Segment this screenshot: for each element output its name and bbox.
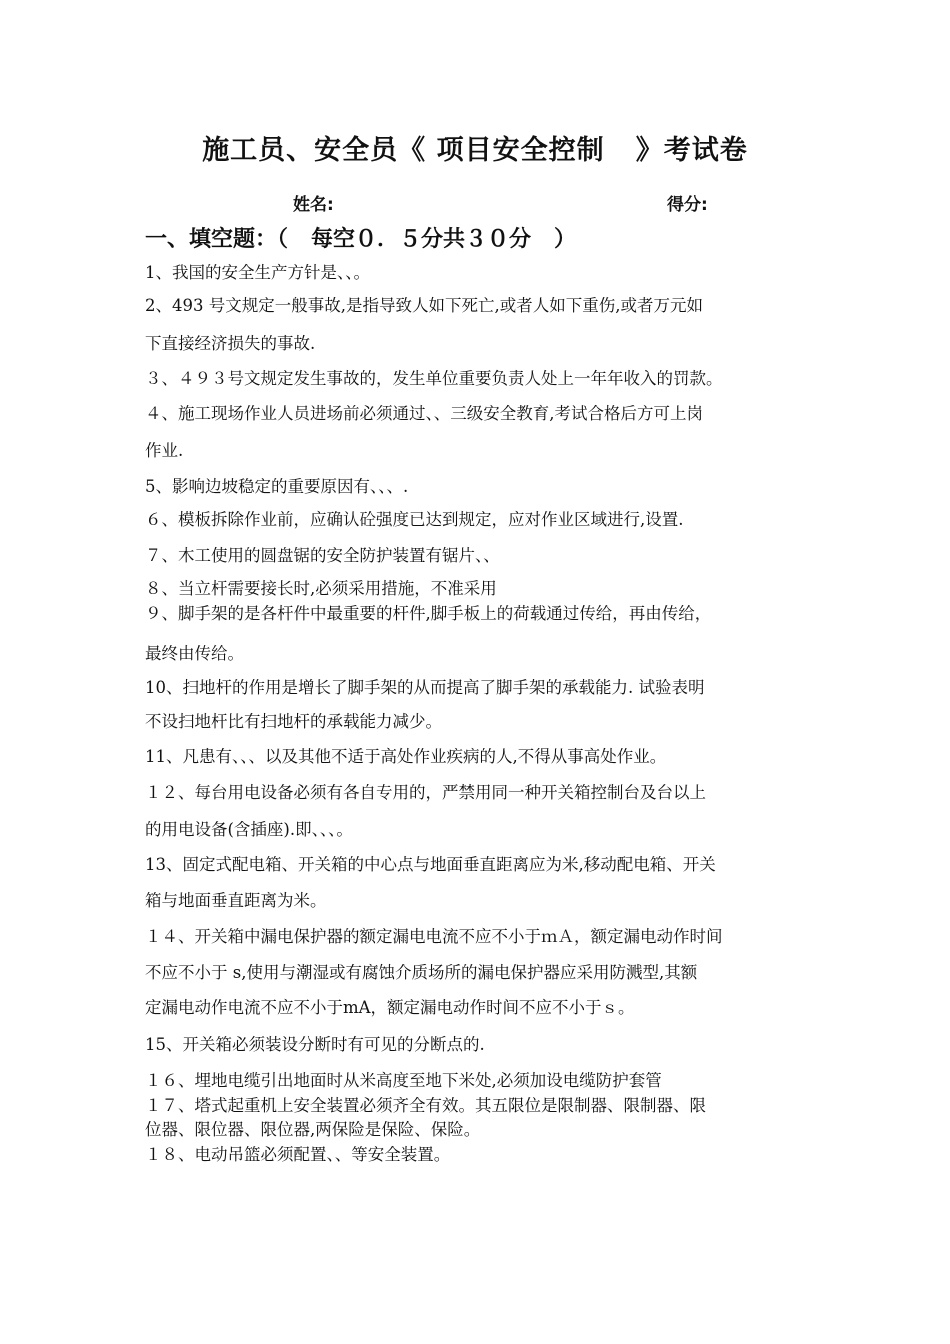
question-line: 的用电设备(含插座).即、、、。 [145,820,353,839]
question-line: 2、493 号文规定一般事故,是指导致人如下死亡,或者人如下重伤,或者万元如 [145,296,703,315]
question-line: 不应不小于 s,使用与潮湿或有腐蚀介质场所的漏电保护器应采用防溅型,其额 [145,963,698,982]
question-line: 13、固定式配电箱、开关箱的中心点与地面垂直距离应为米,移动配电箱、开关 [145,855,716,874]
question-line: 位器、限位器、限位器,两保险是保险、保险。 [145,1120,481,1139]
question-line: １６、埋地电缆引出地面时从米高度至地下米处,必须加设电缆防护套管 [145,1071,662,1090]
question-line: 最终由传给。 [145,644,244,663]
question-line: 不设扫地杆比有扫地杆的承载能力减少。 [145,712,442,731]
question-line: ９、脚手架的是各杆件中最重要的杆件,脚手板上的荷载通过传给，再由传给， [145,604,712,623]
question-line: １２、每台用电设备必须有各自专用的，严禁用同一种开关箱控制台及台以上 [145,783,706,802]
question-line: １４、开关箱中漏电保护器的额定漏电电流不应不小于ｍＡ，额定漏电动作时间 [145,927,723,946]
section-heading: 一、填空题：（ 每空０．５分共３０分 ） [145,227,576,252]
question-line: 作业. [145,441,184,460]
question-line: １７、塔式起重机上安全装置必须齐全有效。其五限位是限制器、限制器、限 [145,1096,706,1115]
question-line: 定漏电动作电流不应不小于mA，额定漏电动作时间不应不小于ｓ。 [145,998,635,1017]
name-label: 姓名: [293,195,334,215]
question-line: ７、木工使用的圆盘锯的安全防护装置有锯片、、 [145,546,500,565]
question-line: 1、我国的安全生产方针是、、。 [145,263,370,282]
question-line: ４、施工现场作业人员进场前必须通过、、三级安全教育,考试合格后方可上岗 [145,404,703,423]
question-line: 10、扫地杆的作用是增长了脚手架的从而提高了脚手架的承载能力. 试验表明 [145,678,705,697]
question-line: 5、影响边坡稳定的重要原因有、、、. [145,477,409,496]
score-label: 得分: [667,195,708,215]
question-line: 箱与地面垂直距离为米。 [145,891,327,910]
exam-title: 施工员、安全员《 项目安全控制 》考试卷 [202,135,748,166]
question-line: ８、当立杆需要接长时,必须采用措施，不准采用 [145,579,497,598]
question-line: 15、开关箱必须装设分断时有可见的分断点的. [145,1035,485,1054]
question-line: ６、模板拆除作业前，应确认砼强度已达到规定，应对作业区域进行,设置. [145,510,684,529]
question-line: １８、电动吊篮必须配置、、等安全装置。 [145,1145,451,1164]
question-line: 11、凡患有、、、以及其他不适于高处作业疾病的人,不得从事高处作业。 [145,747,667,766]
question-line: 下直接经济损失的事故. [145,334,316,353]
question-line: ３、４９３号文规定发生事故的，发生单位重要负责人处上一年年收入的罚款。 [145,369,723,388]
